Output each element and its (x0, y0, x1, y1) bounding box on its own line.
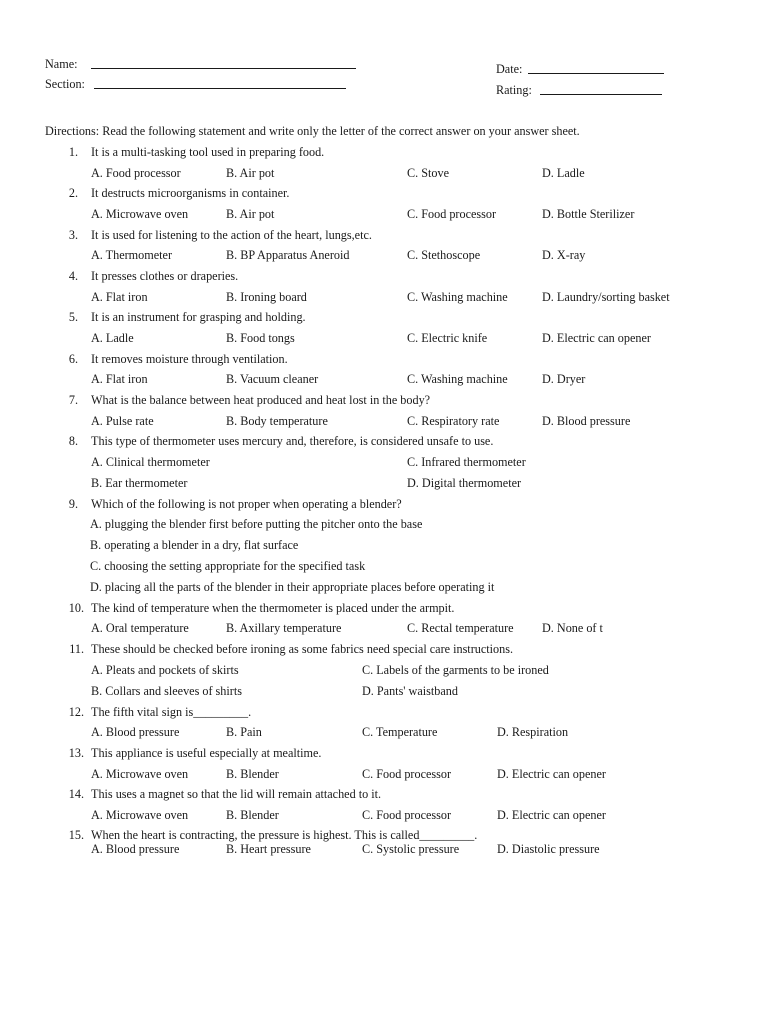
choice-b: B. Blender (226, 767, 279, 781)
choice-b: B. Heart pressure (226, 842, 311, 856)
choice-a: A. Microwave oven (91, 767, 189, 781)
choice-d: D. Digital thermometer (407, 476, 522, 490)
choice-b: B. Collars and sleeves of shirts (91, 684, 242, 698)
choice-a: A. Blood pressure (91, 725, 180, 739)
choice-b: B. Ear thermometer (91, 476, 188, 490)
choice-d: D. Bottle Sterilizer (542, 207, 635, 221)
choice-a: A. Blood pressure (91, 842, 180, 856)
question-text: The fifth vital sign is_________. (91, 705, 252, 719)
choice-c: C. Infrared thermometer (407, 455, 526, 469)
choice-d: D. Blood pressure (542, 414, 631, 428)
choice-c: C. Food processor (407, 207, 497, 221)
question-text: What is the balance between heat produced and heat lost in the body? (91, 393, 431, 407)
choice-d: D. None of t (542, 621, 603, 635)
choice-c: C. Respiratory rate (407, 414, 500, 428)
choice-c: C. Washing machine (407, 372, 508, 386)
question-number: 8. (68, 434, 78, 448)
choice-d: D. Respiration (497, 725, 569, 739)
choice-b: B. Body temperature (226, 414, 328, 428)
question-text: This appliance is useful especially at mealtime. (91, 746, 322, 760)
choice-b: B. Blender (226, 808, 279, 822)
choice-b: B. Axillary temperature (226, 621, 342, 635)
choice-c: C. Systolic pressure (362, 842, 460, 856)
choice-d: D. Pants' waistband (362, 684, 458, 698)
choice-c: C. Food processor (362, 808, 452, 822)
choice-c: C. Rectal temperature (407, 621, 514, 635)
section-label: Section: (45, 77, 85, 91)
question-text: It destructs microorganisms in container. (91, 186, 290, 200)
choice-a: A. Flat iron (91, 372, 148, 386)
choice-a: A. plugging the blender first before putting the pitcher onto the base (90, 517, 423, 531)
question-text: When the heart is contracting, the pressure is highest. This is called_________. (91, 828, 478, 842)
question-number: 6. (68, 352, 78, 366)
choice-a: A. Pulse rate (91, 414, 154, 428)
choice-d: D. X-ray (542, 248, 586, 262)
rating-label: Rating: (496, 83, 532, 97)
choice-a: A. Thermometer (91, 248, 172, 262)
choice-b: B. Vacuum cleaner (226, 372, 319, 386)
choice-c: C. Stove (407, 166, 449, 180)
question-text: It presses clothes or draperies. (91, 269, 239, 283)
choice-b: B. operating a blender in a dry, flat surface (90, 538, 299, 552)
choice-d: D. Dryer (542, 372, 586, 386)
question-number: 12. (68, 705, 84, 719)
choice-c: C. Temperature (362, 725, 438, 739)
question-number: 1. (68, 145, 78, 159)
question-number: 5. (68, 310, 78, 324)
choice-c: C. choosing the setting appropriate for the specified task (90, 559, 366, 573)
question-text: It is a multi-tasking tool used in preparing food. (91, 145, 325, 159)
question-number: 13. (68, 746, 84, 760)
question-text: It removes moisture through ventilation. (91, 352, 288, 366)
question-number: 10. (68, 601, 84, 615)
choice-d: D. Electric can opener (497, 808, 606, 822)
question-number: 15. (68, 828, 84, 842)
choice-d: D. placing all the parts of the blender in their appropriate places before operating it (90, 580, 495, 594)
choice-c: C. Stethoscope (407, 248, 481, 262)
choice-b: B. Food tongs (226, 331, 295, 345)
question-text: It is an instrument for grasping and holding. (91, 310, 306, 324)
choice-d: D. Laundry/sorting basket (542, 290, 670, 304)
question-number: 11. (69, 642, 84, 656)
choice-d: D. Ladle (542, 166, 585, 180)
question-text: These should be checked before ironing as some fabrics need special care instructions. (91, 642, 514, 656)
choice-c: C. Electric knife (407, 331, 488, 345)
choice-a: A. Clinical thermometer (91, 455, 210, 469)
question-number: 3. (68, 228, 78, 242)
rating-field[interactable] (540, 83, 662, 95)
choice-a: A. Food processor (91, 166, 181, 180)
choice-b: B. Ironing board (226, 290, 307, 304)
choice-a: A. Pleats and pockets of skirts (91, 663, 239, 677)
choice-a: A. Microwave oven (91, 207, 189, 221)
choice-a: A. Flat iron (91, 290, 148, 304)
directions: Directions: Read the following statement and write only the letter of the correct answer on your answer sheet. (45, 124, 580, 138)
question-number: 9. (68, 497, 78, 511)
choice-c: C. Food processor (362, 767, 452, 781)
choice-c: C. Washing machine (407, 290, 508, 304)
choice-d: D. Electric can opener (542, 331, 651, 345)
question-text: Which of the following is not proper when operating a blender? (91, 497, 402, 511)
name-field[interactable] (91, 57, 356, 69)
question-text: This uses a magnet so that the lid will remain attached to it. (91, 787, 382, 801)
question-number: 2. (68, 186, 78, 200)
section-field[interactable] (94, 77, 346, 89)
choice-a: A. Ladle (91, 331, 134, 345)
question-number: 14. (68, 787, 84, 801)
choice-d: D. Electric can opener (497, 767, 606, 781)
choice-b: B. BP Apparatus Aneroid (226, 248, 350, 262)
question-number: 7. (68, 393, 78, 407)
choice-b: B. Air pot (226, 166, 275, 180)
question-text: This type of thermometer uses mercury and, therefore, is considered unsafe to use. (91, 434, 494, 448)
question-number: 4. (68, 269, 78, 283)
question-text: It is used for listening to the action of the heart, lungs,etc. (91, 228, 372, 242)
choice-d: D. Diastolic pressure (497, 842, 600, 856)
choice-a: A. Microwave oven (91, 808, 189, 822)
choice-b: B. Air pot (226, 207, 275, 221)
choice-b: B. Pain (226, 725, 262, 739)
choice-c: C. Labels of the garments to be ironed (362, 663, 549, 677)
date-field[interactable] (528, 62, 664, 74)
name-label: Name: (45, 57, 78, 71)
date-label: Date: (496, 62, 523, 76)
question-text: The kind of temperature when the thermometer is placed under the armpit. (91, 601, 455, 615)
choice-a: A. Oral temperature (91, 621, 189, 635)
